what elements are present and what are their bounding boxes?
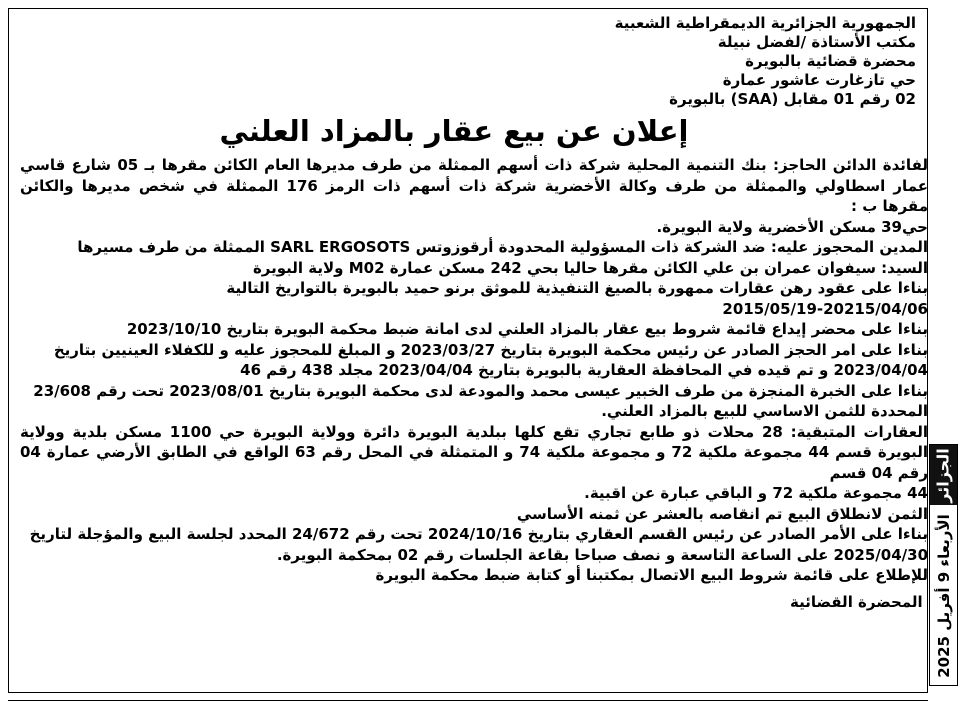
newspaper-brand	[930, 445, 957, 505]
header-line-4: حي تازغارت عاشور عمارة	[722, 71, 916, 89]
basis-mortgage-dates: 2015/05/19-20215/04/06	[722, 299, 928, 318]
creditor-address: حي39 مسكن الأخضرية ولاية البويرة.	[656, 217, 928, 236]
office-header	[20, 14, 916, 109]
notice-body	[20, 155, 928, 586]
sale-session: 2025/04/30 على الساعة التاسعة و نصف صباحا بقاعة الجلسات رقم 02 بمحكمة البويرة.	[276, 545, 928, 564]
issue-date	[930, 505, 957, 687]
bottom-divider	[8, 700, 928, 701]
debtor-paragraph: المدين المحجوز عليه: ضد الشركة ذات المسؤولية المحدودة أرقوزوتس SARL ERGOSOTS الممثلة من طرف مسيرها	[77, 238, 928, 256]
notice-title: إعلان عن بيع عقار بالمزاد العلني	[219, 114, 689, 148]
starting-price: الثمن لانطلاق البيع تم انقاصه بالعشر عن ثمنه الأساسي	[516, 504, 928, 523]
basis-expertise-price: المحددة للثمن الاساسي للبيع بالمزاد العلني.	[601, 402, 928, 420]
debtor-representative: السيد: سيفوان عمران بن علي الكائن مقرها حاليا بحي 242 مسكن عمارة M02 ولاية البويرة	[252, 258, 928, 277]
property-paragraph-end: 44 مجموعة ملكية 72 و الباقي عبارة عن اقبية.	[584, 484, 928, 502]
basis-seizure-registration: 2023/04/04 و تم قيده في المحافظة العقارية بالبويرة بتاريخ 2023/04/04 مجلد 438 رقم 46	[240, 361, 928, 379]
header-line-3: محضرة قضائية بالبويرة	[745, 52, 916, 70]
contact-info: للإطلاع على قائمة شروط البيع الاتصال بمكتبنا أو كتابة ضبط محكمة البويرة	[375, 566, 928, 584]
basis-sale-order: بناءا على الأمر الصادر عن رئيس القسم العقاري بتاريخ 2024/10/16 تحت رقم 24/672 المحدد لجلسة البيع والمؤجلة لتاريخ	[29, 525, 928, 543]
property-paragraph: العقارات المتبقية: 28 محلات ذو طابع تجاري تقع كلها ببلدية البويرة دائرة وولاية البويرة حي 1100 مسكن بلدية وولاية البويرة قسم 44 مجموعة ملكية 72 و مجموعة ملكية 74 و المتمثلة في المحل رقم 63 الواقع في الطابق الأرضي عمارة 04 رقم 04 قسم	[20, 422, 928, 482]
header-line-5: 02 رقم 01 مقابل (SAA) بالبويرة	[669, 90, 916, 108]
basis-seizure: بناءا على امر الحجز الصادر عن رئيس محكمة البويرة بتاريخ 2023/03/27 و المبلغ للمحجوز عليه و للكفلاء العينيين بتاريخ	[53, 340, 928, 359]
creditor-paragraph: لفائدة الدائن الحاجز: بنك التنمية المحلية شركة ذات أسهم الممثلة من طرف مديرها العام الكائن مقرها بـ 05 شارع قاسي عمار اسطاولي والممثلة من طرف وكالة الأخضرية شركة ذات أسهم ذات الرمز 176 الممثلة في شخص مديرها والكائن مقرها ب :	[20, 156, 928, 215]
signature: المحضرة القضائية	[790, 592, 923, 611]
notice-content	[20, 14, 928, 612]
basis-expertise: بناءا على الخبرة المنجزة من طرف الخبير عيسى محمد والمودعة لدى محكمة البويرة بتاريخ 2023/08/01 تحت رقم 23/608	[33, 381, 928, 400]
basis-deposit: بناءا على محضر إيداع قائمة شروط بيع عقار بالمزاد العلني لدى امانة ضبط محكمة البويرة بتاريخ 2023/10/10	[126, 320, 928, 338]
basis-mortgage: بناءا على عقود رهن عقارات ممهورة بالصيغ التنفيذية للموثق برنو حميد بالبويرة بالتواريخ التالية	[226, 279, 928, 297]
header-line-2: مكتب الأستاذة /لفضل نبيلة	[717, 33, 916, 51]
newspaper-brand-label: الجزائر	[934, 447, 954, 503]
header-line-1: الجمهورية الجزائرية الديمقراطية الشعبية	[614, 14, 916, 32]
newspaper-sidebar	[929, 444, 958, 686]
issue-date-label: الأربعاء 9 أفريل 2025	[934, 514, 953, 678]
